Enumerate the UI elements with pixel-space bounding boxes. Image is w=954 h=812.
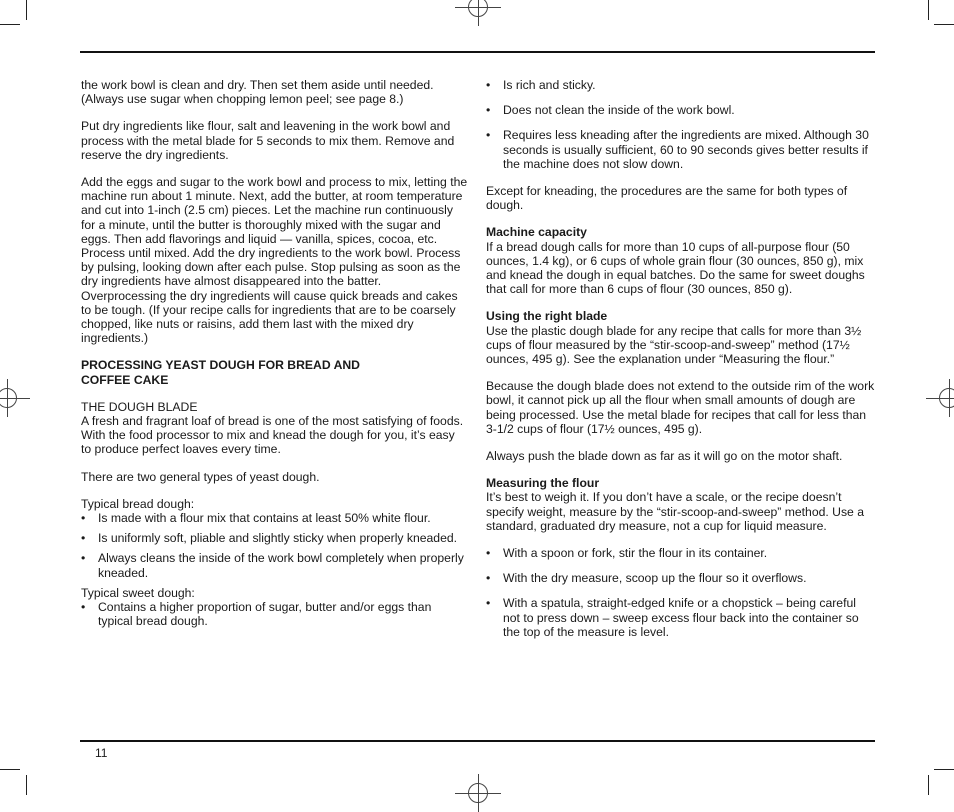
right-column [486, 78, 876, 652]
list-item: • Is made with a flour mix that contains at least 50% white flour. [81, 511, 468, 525]
paragraph: A fresh and fragrant loaf of bread is one of the most satisfying of foods. With the food processor to mix and knead the dough for you, it’s easy to produce perfect loaves every time. [81, 414, 464, 457]
registration-mark-icon [468, 0, 488, 17]
right-blade-heading: Using the right blade [486, 309, 608, 324]
crop-mark [0, 769, 20, 770]
footer-rule [80, 740, 875, 742]
crop-mark [928, 0, 929, 20]
list-item: • Does not clean the inside of the work bowl. [486, 103, 876, 117]
registration-mark-icon [468, 783, 488, 803]
paragraph: Except for kneading, the procedures are the same for both types of dough. [486, 184, 848, 213]
paragraph: Because the dough blade does not extend to the outside rim of the work bowl, it cannot pick up all the flour when small amounts of dough are being processed. Use the metal blade for recipes that call for less than 3-1/2 cups of flour (17½ ounces, 495 g). [486, 379, 875, 436]
crop-mark [928, 775, 929, 795]
paragraph: Put dry ingredients like flour, salt and leavening in the work bowl and process with the metal blade for 5 seconds to mix them. Remove and reserve the dry ingredients. [81, 119, 455, 162]
left-column [81, 78, 468, 642]
header-rule [80, 51, 875, 53]
paragraph: Always push the blade down as far as it will go on the motor shaft. [486, 449, 843, 464]
paragraph: It’s best to weigh it. If you don’t have a scale, or the recipe doesn’t specify weight, measure by the “stir-scoop-and-sweep” method. Use a standard, graduated dry measure, not a cup for liquid measure. [486, 490, 864, 533]
measuring-steps-list [486, 546, 876, 639]
registration-mark-icon [939, 388, 954, 408]
crop-mark [26, 775, 27, 795]
sweet-dough-list [81, 600, 468, 628]
list-item: • With a spoon or fork, stir the flour in its container. [486, 546, 876, 560]
bread-dough-list [81, 511, 468, 580]
registration-mark-icon [0, 388, 17, 408]
list-item: • Is uniformly soft, pliable and slightly sticky when properly kneaded. [81, 531, 468, 545]
paragraph: If a bread dough calls for more than 10 cups of all-purpose flour (50 ounces, 1.4 kg), or 6 cups of whole grain flour (30 ounces, 850 g), mix and knead the dough in equal batches. Do the same for sweet doughs that call for more than 6 cups of flour (30 ounces, 850 g). [486, 239, 865, 297]
list-item: • Always cleans the inside of the work bowl completely when properly kneaded. [81, 551, 468, 579]
section-heading-line: PROCESSING YEAST DOUGH FOR BREAD AND [81, 358, 360, 373]
list-label: Typical bread dough: [81, 496, 195, 511]
crop-mark [26, 0, 27, 20]
section-heading [81, 358, 468, 386]
list-item: • With a spatula, straight-edged knife or a chopstick – being careful not to press down – sweep excess flour back into the container so the top of the measure is level. [486, 596, 876, 639]
list-item: • Is rich and sticky. [486, 78, 876, 92]
paragraph: Use the plastic dough blade for any recipe that calls for more than 3½ cups of flour measured by the “stir-scoop-and-sweep” method (17½ ounces, 495 g). See the explanation under “Measuring the flour.” [486, 323, 862, 367]
paragraph: There are two general types of yeast dough. [81, 469, 320, 484]
measuring-flour-heading: Measuring the flour [486, 476, 600, 491]
list-item: • Requires less kneading after the ingredients are mixed. Although 30 seconds is usually sufficient, 60 to 90 seconds gives better results if the machine does not slow down. [486, 128, 876, 171]
crop-mark [934, 24, 954, 25]
list-item: • With the dry measure, scoop up the flour so it overflows. [486, 571, 876, 585]
paragraph: Add the eggs and sugar to the work bowl and process to mix, letting the machine run about 1 minute. Next, add the butter, at room temperature and cut into 1-inch (2.5 cm) pieces. Let the machine run continuously for a minute, until the butter is thoroughly mixed with the sugar and eggs. Then add flavorings and liquid — vanilla, spices, cocoa, etc. Process until mixed. Add the dry ingredients to the work bowl. Process by pulsing, looking down after each pulse. Stop pulsing as soon as the dry ingredients have almost disappeared into the batter. Overprocessing the dry ingredients will cause quick breads and cakes to be tough. (If your recipe calls for ingredients that are to be coarsely chopped, like nuts or raisins, add them last with the mixed dry ingredients.) [81, 175, 468, 346]
machine-capacity-heading: Machine capacity [486, 225, 587, 240]
subsection-heading: THE DOUGH BLADE [81, 399, 198, 414]
crop-mark [934, 769, 954, 770]
paragraph: the work bowl is clean and dry. Then set them aside until needed. (Always use sugar when chopping lemon peel; see page 8.) [81, 78, 434, 107]
list-label: Typical sweet dough: [81, 585, 195, 600]
section-heading-line: COFFEE CAKE [81, 372, 169, 387]
crop-mark [0, 24, 20, 25]
list-item: • Contains a higher proportion of sugar, butter and/or eggs than typical bread dough. [81, 600, 468, 628]
sweet-dough-list-continued [486, 78, 876, 171]
page-number: 11 [95, 746, 108, 760]
